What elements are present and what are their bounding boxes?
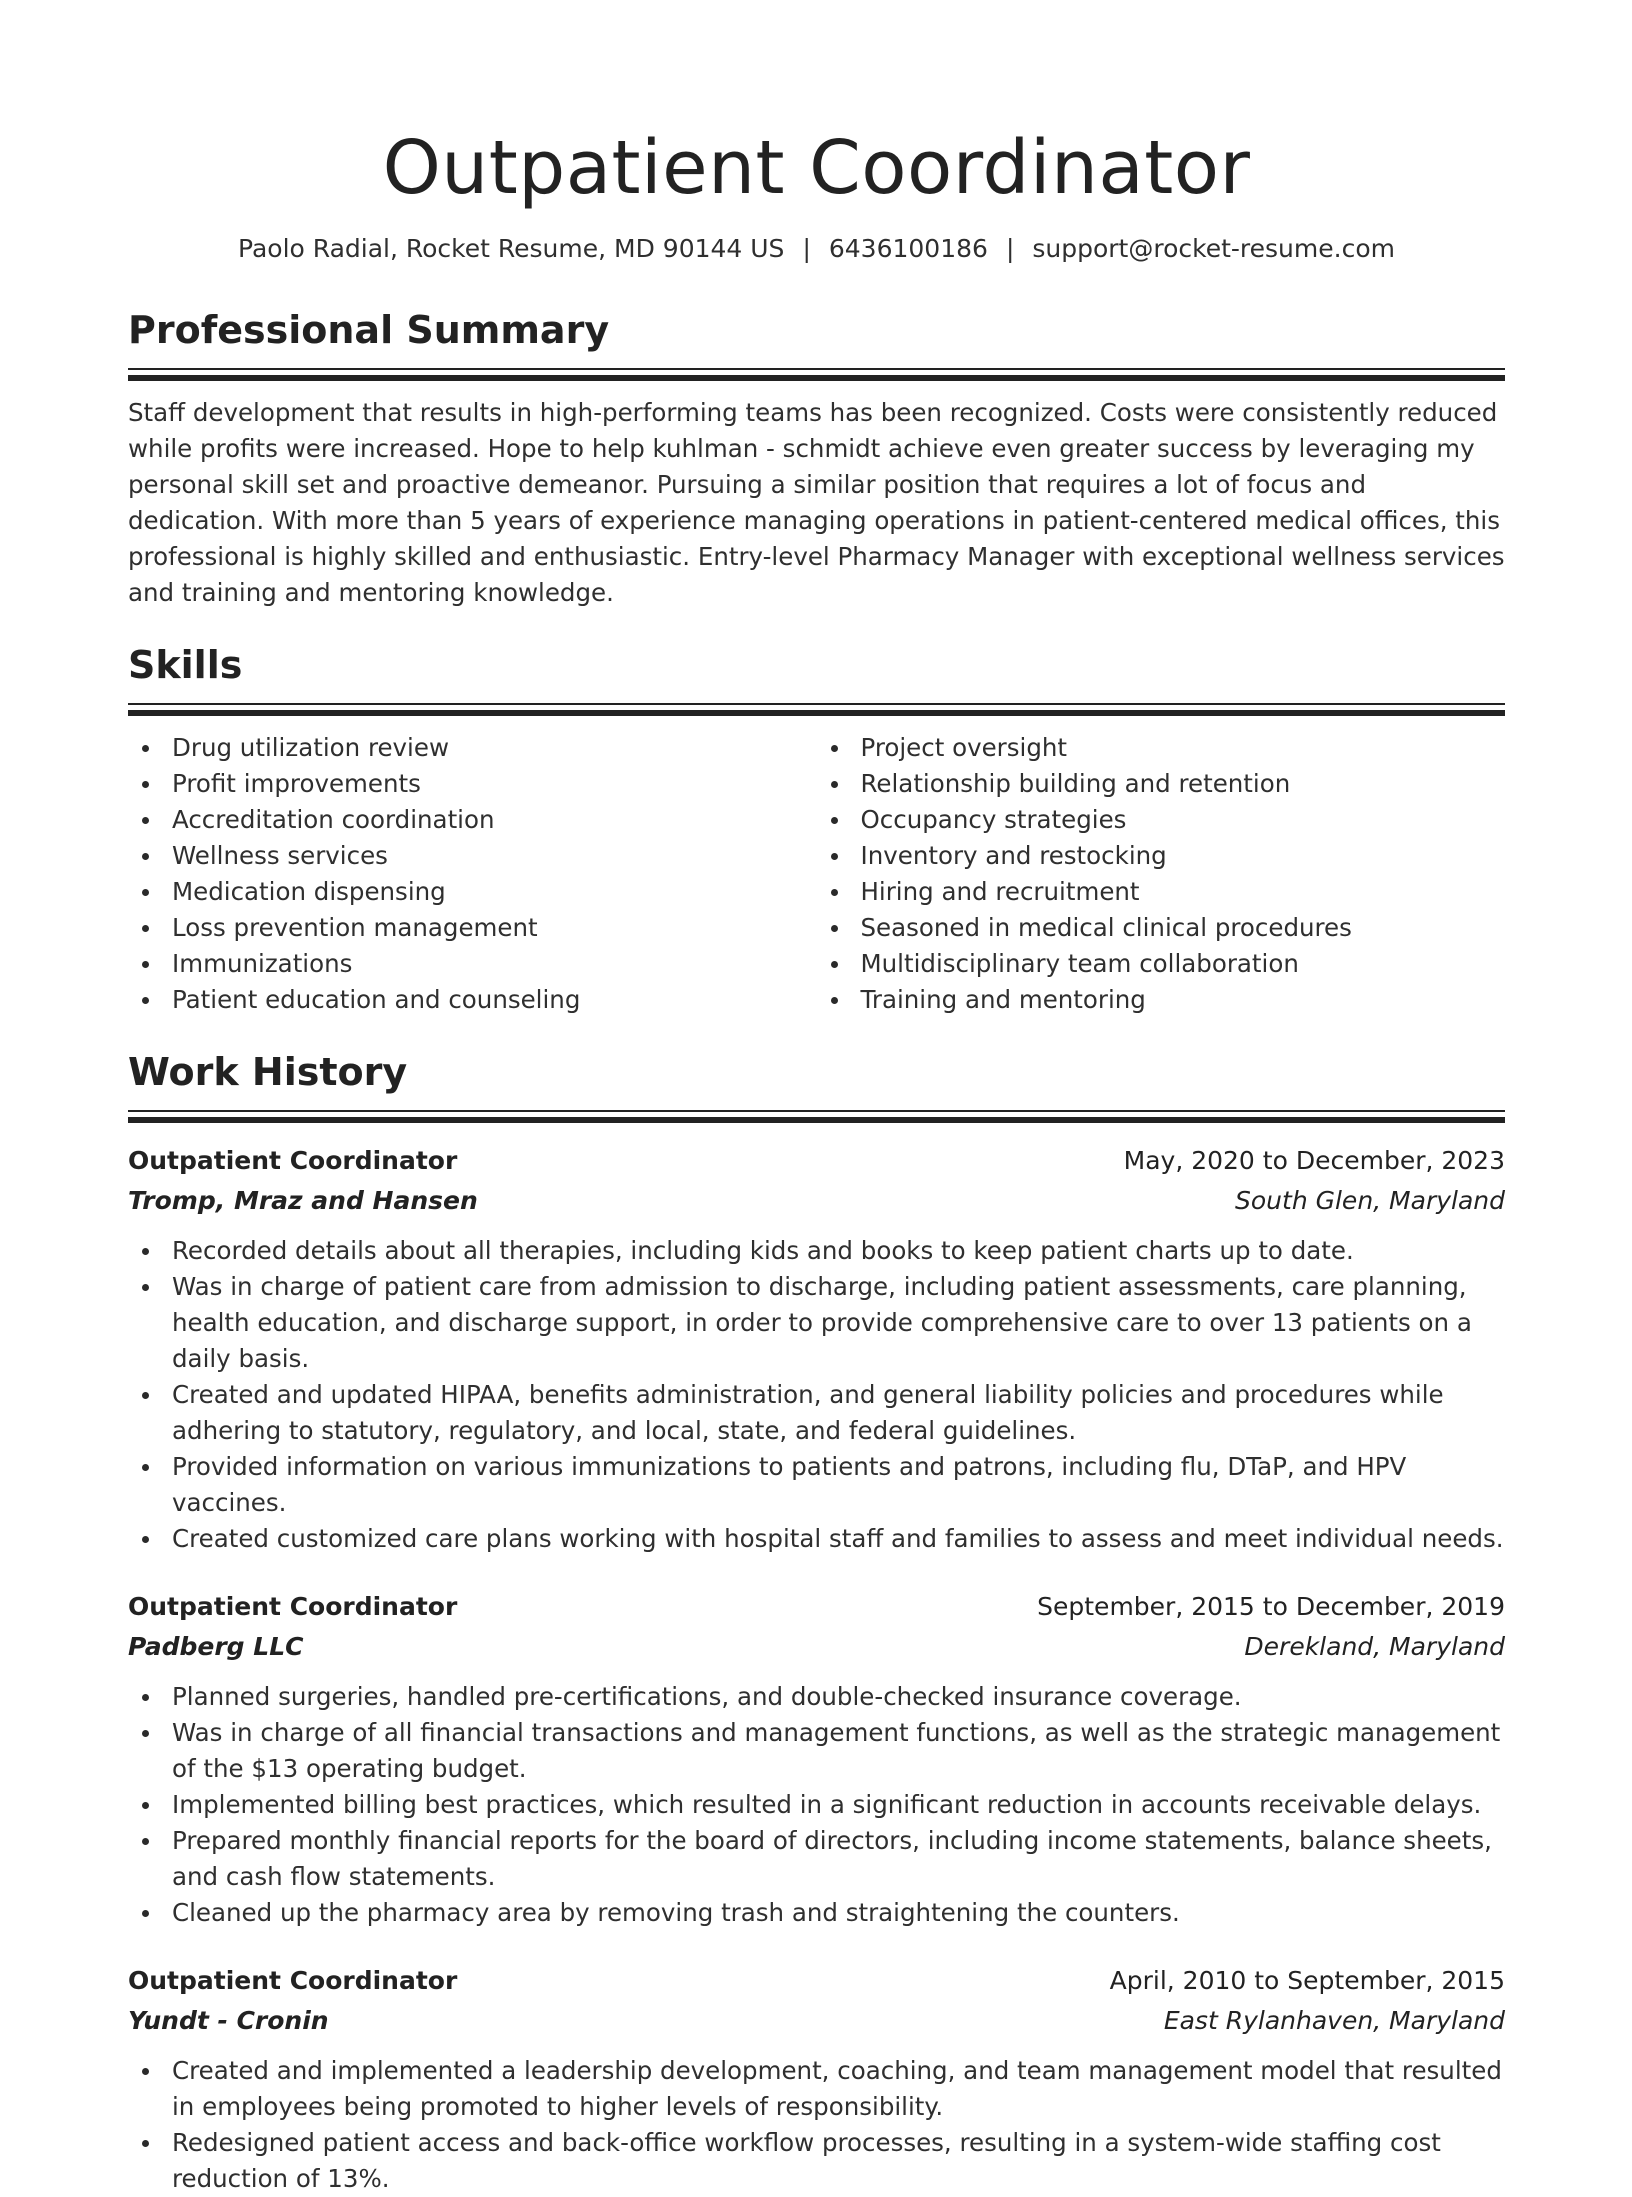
skill-item: Inventory and restocking: [817, 838, 1506, 874]
skill-item: Training and mentoring: [817, 982, 1506, 1018]
job-bullet: Recorded details about all therapies, including kids and books to keep patient charts up to date.: [128, 1233, 1505, 1269]
section-divider: [128, 703, 1505, 716]
job-company-row: [128, 1181, 1505, 1221]
contact-address: Paolo Radial, Rocket Resume, MD 90144 US: [238, 234, 785, 263]
skill-item: Hiring and recruitment: [817, 874, 1506, 910]
skill-item: Patient education and counseling: [128, 982, 817, 1018]
job-header-row: [128, 1587, 1505, 1627]
job-company: Tromp, Mraz and Hansen: [128, 1186, 478, 1215]
skill-item: Medication dispensing: [128, 874, 817, 910]
skill-item: Occupancy strategies: [817, 802, 1506, 838]
job-bullets: [128, 1679, 1505, 1931]
section-divider: [128, 1110, 1505, 1123]
job-header-row: [128, 1961, 1505, 2001]
job-entry: [128, 1961, 1505, 2197]
skill-item: Relationship building and retention: [817, 766, 1506, 802]
skill-item: Loss prevention management: [128, 910, 817, 946]
job-bullet: Created and implemented a leadership development, coaching, and team management model that resulted in employees being promoted to higher levels of responsibility.: [128, 2053, 1505, 2125]
job-bullet: Created customized care plans working with hospital staff and families to assess and meet individual needs.: [128, 1521, 1505, 1557]
job-bullet: Redesigned patient access and back-office workflow processes, resulting in a system-wide staffing cost reduction of 13%.: [128, 2125, 1505, 2197]
resume-title: Outpatient Coordinator: [382, 125, 1251, 211]
skill-item: Wellness services: [128, 838, 817, 874]
skill-item: Immunizations: [128, 946, 817, 982]
job-location: Derekland, Maryland: [1244, 1632, 1505, 1661]
contact-email: support@rocket-resume.com: [1032, 234, 1395, 263]
skills-heading: Skills: [128, 643, 243, 687]
job-bullets: [128, 1233, 1505, 1557]
skill-item: Profit improvements: [128, 766, 817, 802]
job-company: Padberg LLC: [128, 1632, 304, 1661]
job-entry: [128, 1587, 1505, 1931]
job-dates: May, 2020 to December, 2023: [1123, 1146, 1505, 1175]
skills-column-left: [128, 730, 817, 1018]
work-history-heading: Work History: [128, 1050, 408, 1094]
job-bullets: [128, 2053, 1505, 2197]
summary-heading: Professional Summary: [128, 308, 610, 352]
skills-list: [128, 730, 1505, 1018]
job-bullet: Cleaned up the pharmacy area by removing trash and straightening the counters.: [128, 1895, 1505, 1931]
job-bullet: Planned surgeries, handled pre-certifications, and double-checked insurance coverage.: [128, 1679, 1505, 1715]
job-bullet: Provided information on various immunizations to patients and patrons, including flu, DTaP, and HPV vaccines.: [128, 1449, 1505, 1521]
job-company-row: [128, 1627, 1505, 1667]
job-bullet: Created and updated HIPAA, benefits administration, and general liability policies and procedures while adhering to statutory, regulatory, and local, state, and federal guidelines.: [128, 1377, 1505, 1449]
skill-item: Seasoned in medical clinical procedures: [817, 910, 1506, 946]
skill-item: Multidisciplinary team collaboration: [817, 946, 1506, 982]
contact-phone: 6436100186: [828, 234, 988, 263]
skill-item: Drug utilization review: [128, 730, 817, 766]
job-entry: [128, 1141, 1505, 1557]
summary-text: Staff development that results in high-performing teams has been recognized. Costs were consistently reduced while profits were increased. Hope to help kuhlman - schmidt achieve even greater success by leveraging my personal skill set and proactive demeanor. Pursuing a similar position that requires a lot of focus and dedication. With more than 5 years of experience managing operations in patient-centered medical offices, this professional is highly skilled and enthusiastic. Entry-level Pharmacy Manager with exceptional wellness services and training and mentoring knowledge.: [128, 398, 1505, 607]
section-divider: [128, 368, 1505, 381]
job-bullet: Was in charge of all financial transactions and management functions, as well as the strategic management of the $13 operating budget.: [128, 1715, 1505, 1787]
contact-line: [128, 232, 1505, 266]
skill-item: Accreditation coordination: [128, 802, 817, 838]
skill-item: Project oversight: [817, 730, 1506, 766]
job-bullet: Was in charge of patient care from admission to discharge, including patient assessments, care planning, health education, and discharge support, in order to provide comprehensive care to over 13 patients on a daily basis.: [128, 1269, 1505, 1377]
job-location: East Rylanhaven, Maryland: [1163, 2006, 1505, 2035]
job-title: Outpatient Coordinator: [128, 1592, 458, 1621]
job-header-row: [128, 1141, 1505, 1181]
job-company: Yundt - Cronin: [128, 2006, 329, 2035]
skills-column-right: [817, 730, 1506, 1018]
contact-separator: |: [1005, 234, 1015, 263]
job-title: Outpatient Coordinator: [128, 1146, 458, 1175]
contact-separator: |: [802, 234, 811, 263]
job-location: South Glen, Maryland: [1235, 1186, 1505, 1215]
job-dates: September, 2015 to December, 2019: [1037, 1592, 1505, 1621]
job-title: Outpatient Coordinator: [128, 1966, 458, 1995]
job-dates: April, 2010 to September, 2015: [1109, 1966, 1505, 1995]
job-bullet: Implemented billing best practices, which resulted in a significant reduction in accounts receivable delays.: [128, 1787, 1505, 1823]
job-bullet: Prepared monthly financial reports for the board of directors, including income statements, balance sheets, and cash flow statements.: [128, 1823, 1505, 1895]
job-company-row: [128, 2001, 1505, 2041]
